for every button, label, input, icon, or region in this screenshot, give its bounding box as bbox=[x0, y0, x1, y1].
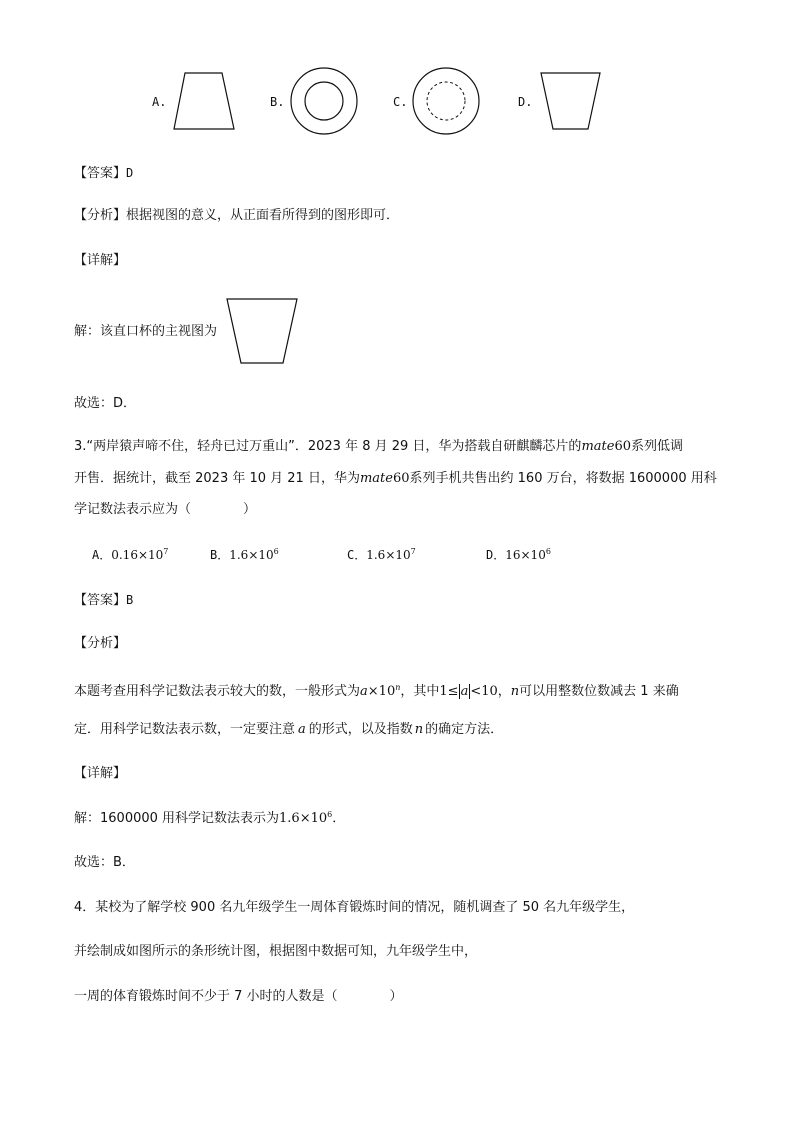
detail-text: 解：1600000 用科学记数法表示为 bbox=[74, 811, 280, 826]
option-label: C． bbox=[347, 548, 367, 562]
detail-exponent: 6 bbox=[327, 810, 333, 819]
q4-stem-line2: 并绘制成如图所示的条形统计图，根据图中数据可知，九年级学生中， bbox=[74, 944, 478, 959]
q3-text: 3.“两岸猿声啼不住，轻舟已过万重山”．2023 年 8 月 29 日，华为搭载自研麒麟芯片的 bbox=[74, 439, 582, 454]
mate-var: mate bbox=[359, 471, 393, 486]
q3-option-b bbox=[210, 546, 279, 564]
analysis-text: 可以用整数位数减去 1 来确 bbox=[519, 684, 679, 699]
q3-text: 系列手机共售出约 160 万台，将数据 1600000 用科 bbox=[409, 471, 717, 486]
option-exponent: 7 bbox=[163, 547, 169, 556]
q2-choice: 故选：D． bbox=[74, 396, 137, 411]
q2-detail-text: 解：该直口杯的主视图为 bbox=[74, 324, 218, 339]
math-n: n bbox=[510, 684, 520, 699]
option-mantissa: 0.16×10 bbox=[111, 548, 164, 562]
answer-value: D bbox=[126, 166, 134, 180]
q4-stem-line3: 一周的体育锻炼时间不少于 7 小时的人数是（ ） bbox=[74, 989, 403, 1004]
q3-text: 系列低调 bbox=[630, 439, 683, 454]
analysis-text: ， bbox=[497, 684, 511, 699]
q3-choice: 故选：B． bbox=[74, 855, 135, 870]
q4-stem-line1: 4．某校为了解学校 900 名九年级学生一周体育锻炼时间的情况，随机调查了 50 名九年级学生， bbox=[74, 900, 635, 915]
answer-value: B bbox=[126, 593, 134, 607]
q3-analysis-tag: 【分析】 bbox=[74, 636, 127, 651]
math-a: a bbox=[360, 684, 368, 699]
answer-tag: 【答案】 bbox=[74, 593, 127, 608]
option-mantissa: 1.6×10 bbox=[366, 548, 411, 562]
analysis-text: ，其中 bbox=[400, 684, 440, 699]
option-a-label: A. bbox=[152, 95, 167, 109]
q3-analysis-line2 bbox=[74, 721, 503, 739]
option-label: B． bbox=[210, 548, 230, 562]
mate-var: mate bbox=[581, 439, 615, 454]
analysis-text: 定．用科学记数法表示数，一定要注意 bbox=[74, 722, 296, 737]
q3-option-d bbox=[486, 546, 551, 564]
analysis-text: 的形式，以及指数 bbox=[308, 722, 413, 737]
option-d-label: D. bbox=[518, 95, 533, 109]
q3-text: 开售．据统计，截至 2023 年 10 月 21 日，华为 bbox=[74, 471, 360, 486]
math-abs-a: a bbox=[460, 684, 469, 699]
q3-analysis-line1 bbox=[74, 683, 679, 701]
q3-option-c bbox=[347, 546, 416, 564]
math-a: a bbox=[298, 722, 306, 737]
sixty-number: 60 bbox=[392, 471, 410, 486]
q3-stem-line3: 学记数法表示应为（ ） bbox=[74, 502, 257, 517]
detail-mantissa: 1.6×10 bbox=[279, 811, 328, 826]
math-range-upper: <10 bbox=[470, 684, 498, 699]
answer-tag: 【答案】 bbox=[74, 166, 127, 181]
analysis-tag: 【分析】 bbox=[74, 208, 127, 223]
option-mantissa: 16×10 bbox=[505, 548, 546, 562]
option-exponent: 6 bbox=[545, 547, 551, 556]
math-n: n bbox=[414, 722, 424, 737]
analysis-text: 本题考查用科学记数法表示较大的数，一般形式为 bbox=[74, 684, 361, 699]
option-label: D． bbox=[486, 548, 506, 562]
q3-stem-line1 bbox=[74, 438, 683, 456]
q3-answer bbox=[74, 591, 133, 610]
analysis-text: 的确定方法． bbox=[425, 722, 504, 737]
analysis-text: 根据视图的意义，从正面看所得到的图形即可． bbox=[126, 208, 400, 223]
math-range-lower: 1≤ bbox=[439, 684, 459, 699]
q3-option-a bbox=[92, 546, 168, 564]
detail-text: ． bbox=[332, 811, 346, 826]
option-label: A． bbox=[92, 548, 112, 562]
q3-detail-tag: 【详解】 bbox=[74, 766, 127, 781]
math-times-ten: ×10 bbox=[367, 684, 396, 699]
option-mantissa: 1.6×10 bbox=[229, 548, 274, 562]
option-b-label: B. bbox=[270, 95, 285, 109]
option-exponent: 6 bbox=[273, 547, 279, 556]
q3-detail-text bbox=[74, 810, 345, 828]
option-exponent: 7 bbox=[410, 547, 416, 556]
option-c-label: C. bbox=[393, 95, 408, 109]
q2-detail-tag: 【详解】 bbox=[74, 253, 127, 268]
math-exponent-n: n bbox=[395, 683, 401, 692]
q3-stem-line2 bbox=[74, 470, 717, 488]
sixty-number: 60 bbox=[614, 439, 631, 454]
